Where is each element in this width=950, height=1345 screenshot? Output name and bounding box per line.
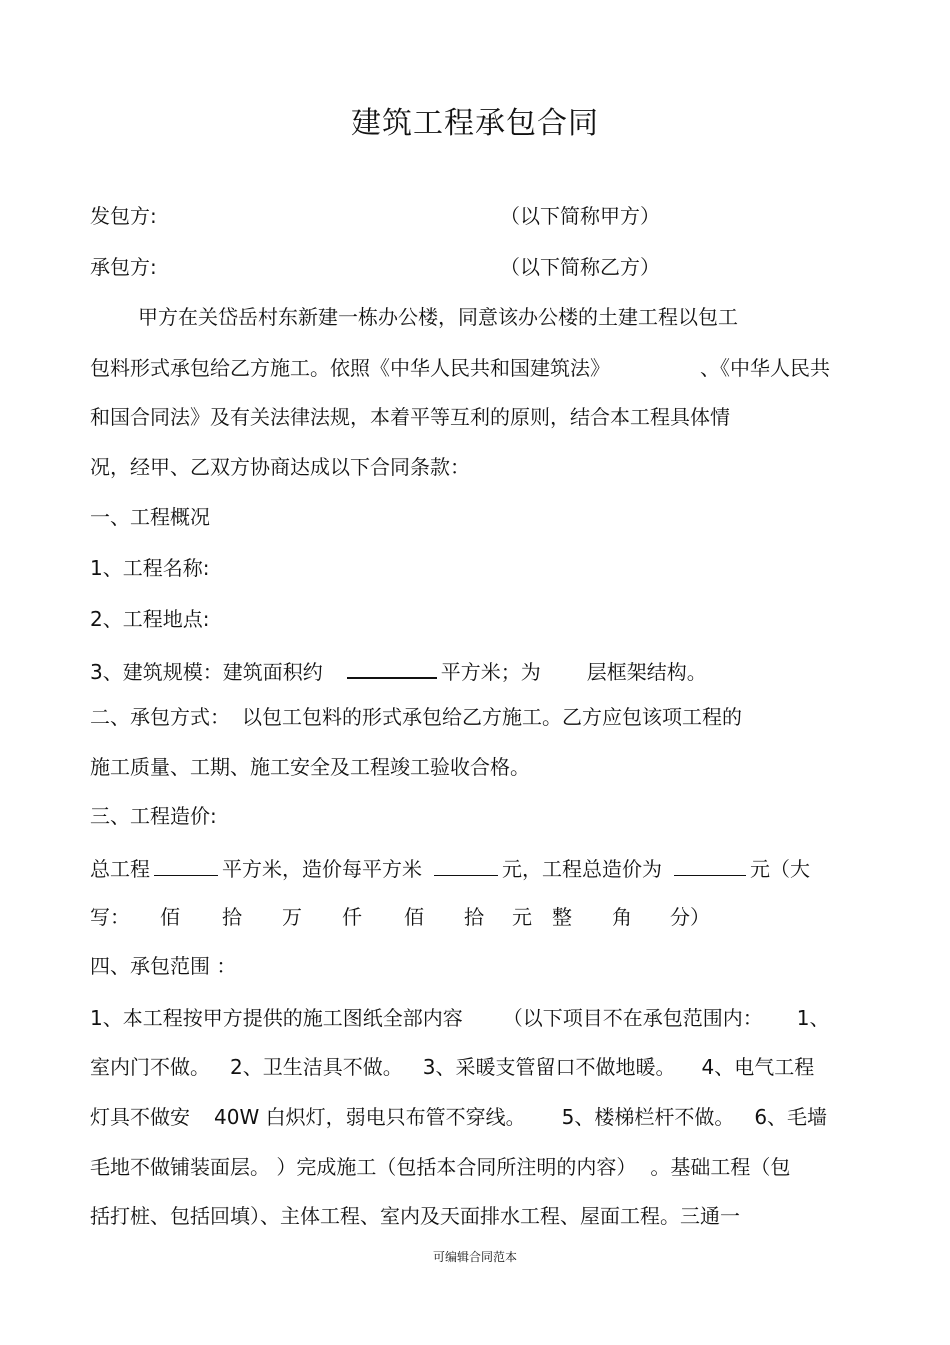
scope-line-3	[90, 1103, 827, 1131]
price-text-2: 平方米，造价每平方米	[222, 857, 422, 881]
caps-unit: 角	[612, 905, 632, 929]
section-4-heading: 四、承包范围 ：	[90, 954, 237, 978]
scope-line-2	[90, 1053, 814, 1081]
employer-alias: （以下简称甲方）	[500, 204, 660, 228]
section-2-heading: 二、承包方式：	[90, 705, 230, 729]
contractor-alias: （以下简称乙方）	[500, 255, 660, 279]
scope-text: （以下项目不在承包范围内：	[502, 1006, 763, 1030]
scope-text: 3、采暖支管留口不做地暖。	[422, 1055, 676, 1079]
scope-text: 1、本工程按甲方提供的施工图纸全部内容	[90, 1006, 463, 1030]
caps-unit: 拾	[222, 905, 242, 929]
caps-unit: 拾	[464, 905, 484, 929]
scope-text: 。基础工程（包	[650, 1155, 791, 1179]
scale-text-a: 3、建筑规模：建筑面积约	[90, 660, 323, 684]
unit-price-blank[interactable]	[434, 853, 498, 876]
intro-line-2b: 、《中华人民共	[700, 356, 830, 380]
scope-text: 灯具不做安	[90, 1105, 190, 1129]
section-3-heading: 三、工程造价:	[90, 804, 217, 828]
caps-unit: 佰	[160, 905, 180, 929]
price-text-1: 总工程	[90, 857, 150, 881]
total-price-blank[interactable]	[674, 853, 746, 876]
scope-line-5: 括打桩、包括回填）、主体工程、室内及天面排水工程、屋面工程。三通一	[90, 1204, 740, 1228]
scope-text: 1、	[796, 1006, 830, 1030]
scope-text: 40W 白炽灯，弱电只布管不穿线。	[214, 1105, 526, 1129]
scope-text: 5、楼梯栏杆不做。	[561, 1105, 735, 1129]
caps-prefix: 写：	[90, 905, 130, 929]
intro-line-3: 和国合同法》及有关法律法规，本着平等互利的原则，结合本工程具体情	[90, 405, 730, 429]
employer-label: 发包方:	[90, 204, 157, 228]
scope-text: 2、卫生洁具不做。	[230, 1055, 403, 1079]
scope-line-4	[90, 1153, 790, 1181]
caps-unit: 佰	[404, 905, 424, 929]
section-2-line-1	[90, 703, 742, 731]
price-capitals-line	[90, 903, 710, 931]
contractor-label: 承包方:	[90, 255, 157, 279]
scope-line-1	[90, 1004, 829, 1032]
section-2-text-1: 以包工包料的形式承包给乙方施工。乙方应包该项工程的	[242, 705, 742, 729]
intro-line-1: 甲方在关岱岳村东新建一栋办公楼，同意该办公楼的土建工程以包工	[138, 305, 738, 329]
caps-unit: 整	[552, 905, 572, 929]
price-text-4: 元（大	[750, 857, 810, 881]
project-scale-line	[90, 655, 707, 686]
caps-unit: 万	[282, 905, 302, 929]
intro-line-2a: 包料形式承包给乙方施工。依照《中华人民共和国建筑法》	[90, 356, 610, 380]
caps-unit: 元	[512, 905, 532, 929]
scale-text-c: 层框架结构。	[586, 660, 707, 684]
scale-text-b: 平方米；为	[440, 660, 541, 684]
price-text-3: 元，工程总造价为	[502, 857, 662, 881]
project-name-label: 1、工程名称:	[90, 556, 210, 580]
document-title: 建筑工程承包合同	[351, 106, 599, 141]
page-footer: 可编辑合同范本	[432, 1250, 517, 1264]
scope-text: 6、毛墙	[754, 1105, 828, 1129]
price-line	[90, 853, 810, 883]
section-1-heading: 一、工程概况	[90, 505, 210, 529]
scope-text: 毛地不做铺装面层。 ）完成施工（包括本合同所注明的内容）	[90, 1155, 637, 1179]
caps-unit: 仟	[342, 905, 362, 929]
total-area-blank[interactable]	[154, 853, 218, 876]
project-location-label: 2、工程地点:	[90, 607, 210, 631]
intro-line-4: 况，经甲、乙双方协商达成以下合同条款：	[90, 455, 470, 479]
scope-text: 室内门不做。	[90, 1055, 210, 1079]
section-2-text-2: 施工质量、工期、施工安全及工程竣工验收合格。	[90, 755, 530, 779]
caps-unit: 分）	[670, 905, 710, 929]
scope-text: 4、电气工程	[701, 1055, 815, 1079]
area-blank[interactable]	[347, 655, 437, 679]
